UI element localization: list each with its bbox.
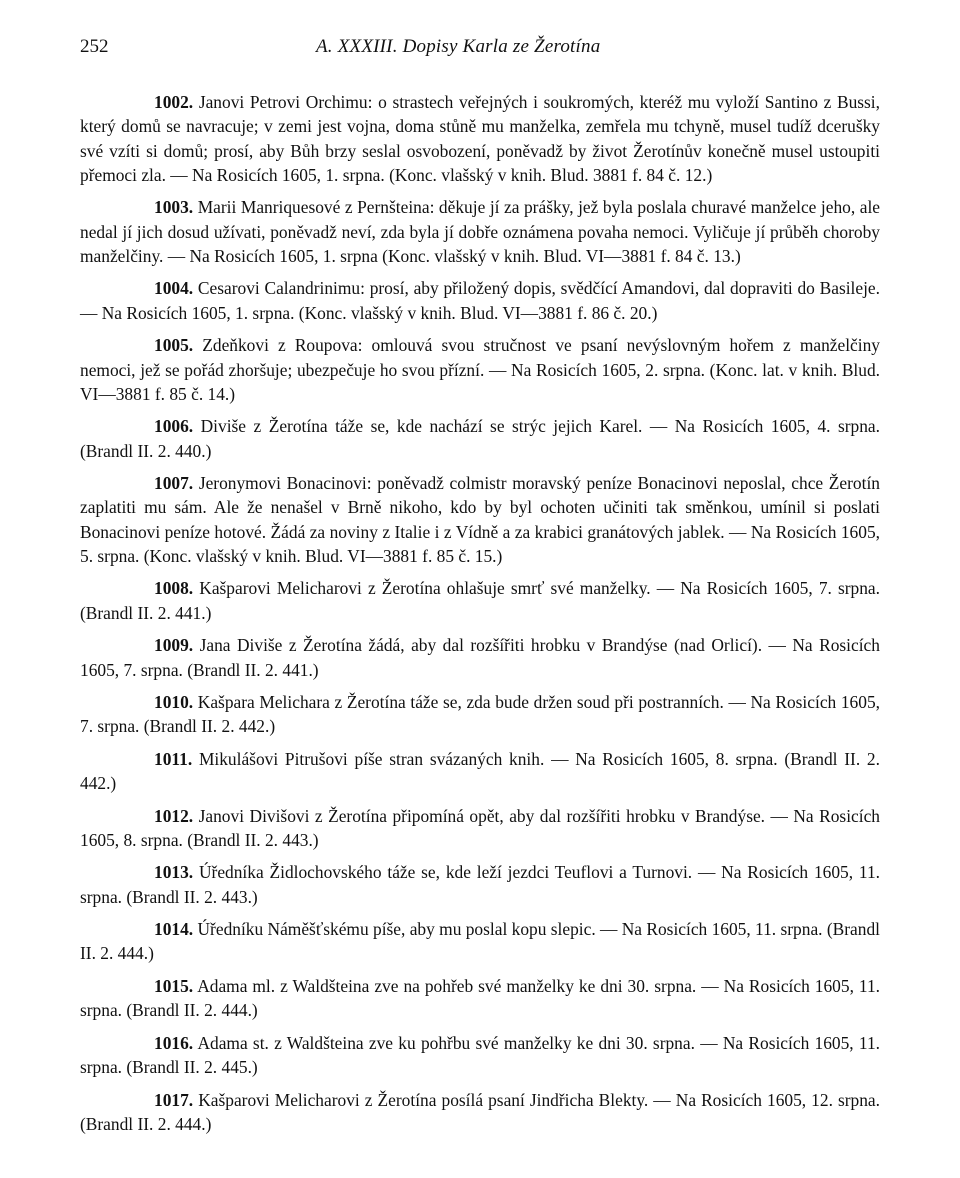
- entry-1013: [80, 860, 880, 909]
- entry-number: 1004.: [154, 278, 194, 299]
- entry-1004: [80, 276, 880, 325]
- entry-number: 1002.: [154, 92, 194, 112]
- entry-text: Cesarovi Calandrinimu: prosí, aby přiložený dopis, svědčící Amandovi, dal dopraviti do Basileje. — Na Rosicích 1605, 1. srpna. (Konc. vlašský v knih. Blud. VI—3881 f. 86 č. 20.): [80, 278, 880, 323]
- entry-text: Janovi Divišovi z Žerotína připomíná opět, aby dal rozšířiti hrobku v Brandýse. — Na Rosicích 1605, 8. srpna. (Brandl II. 2. 443.): [80, 805, 880, 850]
- entry-text: Úředníka Židlochovského táže se, kde leží jezdci Teuflovi a Turnovi. — Na Rosicích 1605, 11. srpna. (Brandl II. 2. 443.): [80, 862, 880, 907]
- entry-number: 1005.: [154, 335, 194, 356]
- entry-text: Jana Diviše z Žerotína žádá, aby dal rozšířiti hrobku v Brandýse (nad Orlicí). — Na Rosicích 1605, 7. srpna. (Brandl II. 2. 441.): [80, 635, 880, 680]
- page-header: [80, 36, 880, 66]
- entry-text: Adama st. z Waldšteina zve ku pohřbu své manželky ke dni 30. srpna. — Na Rosicích 1605, 11. srpna. (Brandl II. 2. 445.): [80, 1032, 881, 1078]
- entry-1002: [80, 90, 880, 187]
- entry-number: 1011.: [154, 748, 193, 769]
- entry-1015: [80, 974, 880, 1023]
- entry-1008: [80, 576, 880, 625]
- entry-text: Kašparovi Melicharovi z Žerotína posílá psaní Jindřicha Blekty. — Na Rosicích 1605, 12. srpna. (Brandl II. 2. 444.): [80, 1089, 880, 1134]
- entry-text: Kašparovi Melicharovi z Žerotína ohlašuje smrť své manželky. — Na Rosicích 1605, 7. srpna. (Brandl II. 2. 441.): [80, 578, 880, 623]
- page-number: 252: [80, 36, 109, 57]
- entry-number: 1003.: [154, 197, 194, 218]
- entry-1006: [80, 414, 880, 463]
- entry-1003: [80, 195, 880, 268]
- entry-number: 1013.: [154, 862, 194, 883]
- entry-text: Adama ml. z Waldšteina zve na pohřeb své manželky ke dni 30. srpna. — Na Rosicích 1605, 11. srpna. (Brandl II. 2. 444.): [80, 975, 880, 1021]
- entry-1009: [80, 633, 880, 682]
- entry-1012: [80, 804, 880, 853]
- entry-text: Jeronymovi Bonacinovi: poněvadž colmistr moravský peníze Bonacinovi neposlal, chce Žerotín zaplatiti mu sám. Ale že nenašel v Brně nikoho, kdo by byl ochoten učiniti tak směnkou, umínil si poslati Bonacinovi peníze hotové. Žádá za noviny z Italie i z Vídně a za krabici granátových jablek. — Na Rosicích 1605, 5. srpna. (Konc. vlašský v knih. Blud. VI—3881 f. 85 č. 15.): [80, 473, 880, 566]
- entry-text: Mikulášovi Pitrušovi píše stran svázaných knih. — Na Rosicích 1605, 8. srpna. (Brandl II. 2. 442.): [80, 748, 880, 794]
- letter-entries: [80, 90, 880, 1136]
- entry-number: 1015.: [154, 975, 194, 996]
- entry-number: 1014.: [154, 919, 194, 940]
- entry-1017: [80, 1088, 880, 1137]
- entry-text: Úředníku Náměšťskému píše, aby mu poslal kopu slepic. — Na Rosicích 1605, 11. srpna. (Brandl II. 2. 444.): [80, 919, 880, 964]
- entry-1011: [80, 747, 880, 796]
- entry-1016: [80, 1031, 880, 1080]
- entry-text: Zdeňkovi z Roupova: omlouvá svou stručnost ve psaní nevýslovným hořem z manželčiny nemoci, jež se pořád zhoršuje; ubezpečuje ho svou přízní. — Na Rosicích 1605, 2. srpna. (Konc. lat. v knih. Blud. VI—3881 f. 85 č. 14.): [80, 335, 880, 404]
- entry-number: 1008.: [154, 578, 194, 599]
- entry-text: Kašpara Melichara z Žerotína táže se, zda bude držen soud při postranních. — Na Rosicích 1605, 7. srpna. (Brandl II. 2. 442.): [80, 692, 880, 737]
- entry-number: 1017.: [154, 1089, 194, 1110]
- entry-number: 1016.: [154, 1032, 194, 1053]
- running-title: A. XXXIII. Dopisy Karla ze Žerotína: [316, 36, 601, 57]
- entry-number: 1007.: [154, 473, 194, 494]
- entry-number: 1010.: [154, 692, 194, 713]
- entry-text: Janovi Petrovi Orchimu: o strastech veřejných i soukromých, kteréž mu vyloží Santino z Bussi, který domů se navracuje; v zemi jest vojna, doma stůně mu manželka, zemřela mu tchyně, musel tudíž dcerušky své vzíti si domů; prosí, aby Bůh brzy seslal osvobození, poněvadž by život Žerotínův konečně musel ustoupiti přemoci zla. — Na Rosicích 1605, 1. srpna. (Konc. vlašský v knih. Blud. 3881 f. 84 č. 12.): [80, 92, 880, 185]
- entry-1005: [80, 333, 880, 406]
- entry-text: Diviše z Žerotína táže se, kde nachází se strýc jejich Karel. — Na Rosicích 1605, 4. srpna. (Brandl II. 2. 440.): [80, 416, 880, 461]
- entry-text: Marii Manriquesové z Pernšteina: děkuje jí za prášky, jež byla poslala churavé manželce jeho, ale nedal jí jich dosud užívati, poněvadž neví, zda byla jí dobře oznámena povaha nemoci. Vyličuje jí průběh choroby manželčiny. — Na Rosicích 1605, 1. srpna (Konc. vlašský v knih. Blud. VI—3881 f. 84 č. 13.): [80, 197, 880, 266]
- entry-1010: [80, 690, 880, 739]
- entry-1014: [80, 917, 880, 966]
- entry-1007: [80, 471, 880, 568]
- book-page: [80, 36, 880, 1144]
- entry-number: 1012.: [154, 805, 194, 826]
- entry-number: 1006.: [154, 416, 194, 437]
- entry-number: 1009.: [154, 635, 194, 656]
